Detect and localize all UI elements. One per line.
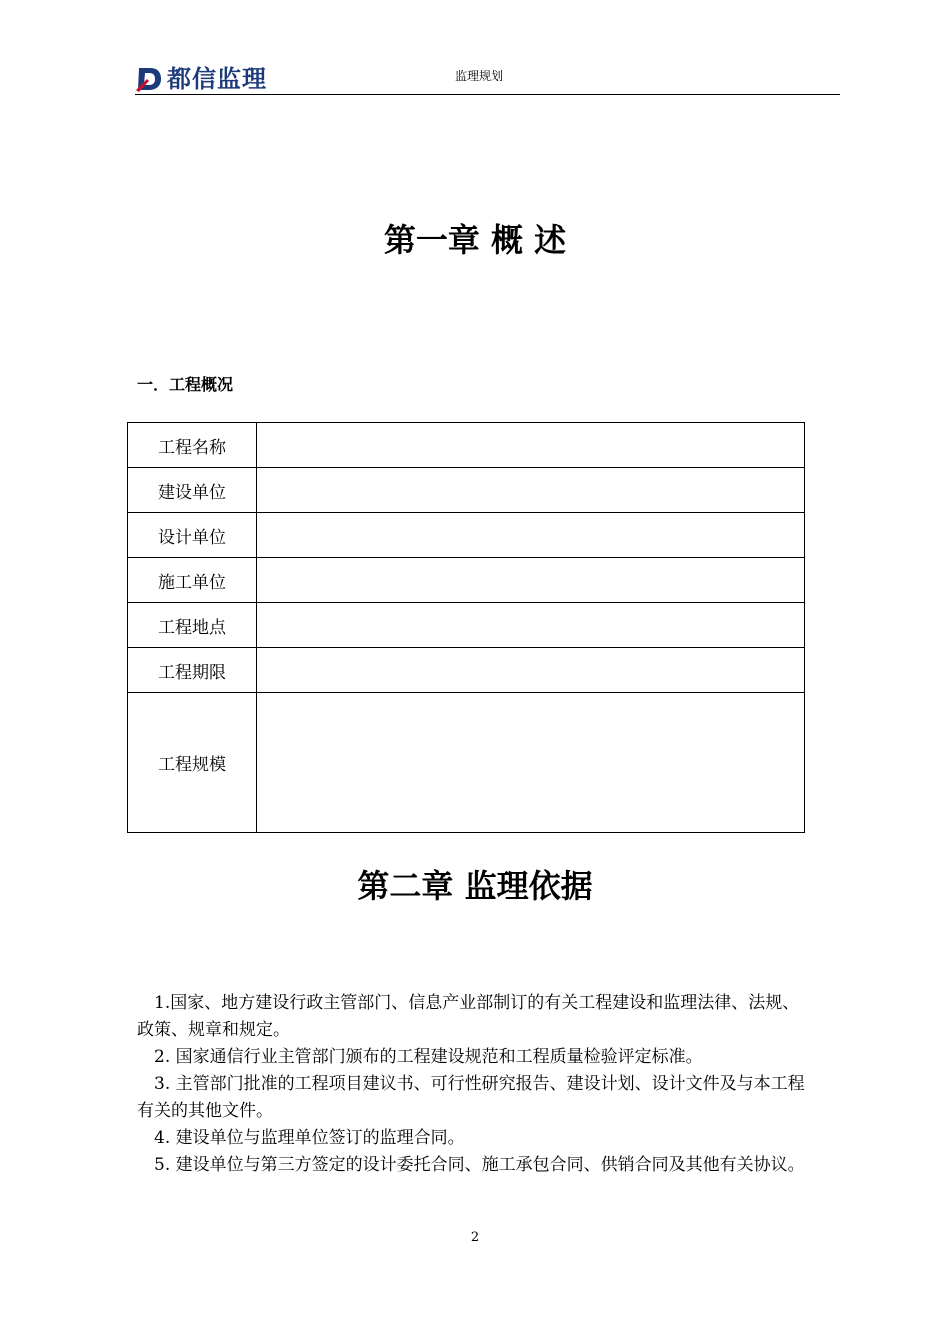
row-label: 工程期限 bbox=[128, 648, 257, 693]
list-item: 1.国家、地方建设行政主管部门、信息产业部制订的有关工程建设和监理法律、法规、政策、规章和规定。 bbox=[137, 993, 800, 1040]
page-header bbox=[135, 62, 840, 95]
logo-text: 都信监理 bbox=[167, 65, 267, 93]
row-value bbox=[257, 468, 805, 513]
row-value bbox=[257, 693, 805, 833]
row-label: 建设单位 bbox=[128, 468, 257, 513]
table-row bbox=[128, 693, 805, 833]
table-row bbox=[128, 423, 805, 468]
table-row bbox=[128, 648, 805, 693]
row-label: 设计单位 bbox=[128, 513, 257, 558]
logo-d-icon bbox=[135, 65, 163, 93]
row-value bbox=[257, 423, 805, 468]
row-label: 工程名称 bbox=[128, 423, 257, 468]
table-row bbox=[128, 603, 805, 648]
table-row bbox=[128, 558, 805, 603]
list-item: 3. 主管部门批准的工程项目建议书、可行性研究报告、建设计划、设计文件及与本工程有关的其他文件。 bbox=[137, 1074, 805, 1121]
chapter-1-title: 第一章 概 述 bbox=[383, 221, 567, 259]
table-row bbox=[128, 513, 805, 558]
row-value bbox=[257, 648, 805, 693]
row-label: 施工单位 bbox=[128, 558, 257, 603]
row-value bbox=[257, 513, 805, 558]
row-value bbox=[257, 558, 805, 603]
company-logo bbox=[135, 64, 267, 94]
chapter-2-title: 第二章 监理依据 bbox=[357, 867, 593, 905]
header-doc-title: 监理规划 bbox=[455, 69, 504, 83]
row-value bbox=[257, 603, 805, 648]
list-item: 2. 国家通信行业主管部门颁布的工程建设规范和工程质量检验评定标准。 bbox=[154, 1047, 703, 1067]
section-title-project-overview: 一．工程概况 bbox=[137, 375, 234, 394]
row-label: 工程规模 bbox=[128, 693, 257, 833]
project-overview-table bbox=[127, 422, 805, 833]
list-item: 5. 建设单位与第三方签定的设计委托合同、施工承包合同、供销合同及其他有关协议。 bbox=[154, 1155, 805, 1175]
supervision-basis-list bbox=[137, 990, 807, 1179]
page-number: 2 bbox=[470, 1230, 480, 1245]
list-item: 4. 建设单位与监理单位签订的监理合同。 bbox=[154, 1128, 465, 1148]
row-label: 工程地点 bbox=[128, 603, 257, 648]
table-row bbox=[128, 468, 805, 513]
